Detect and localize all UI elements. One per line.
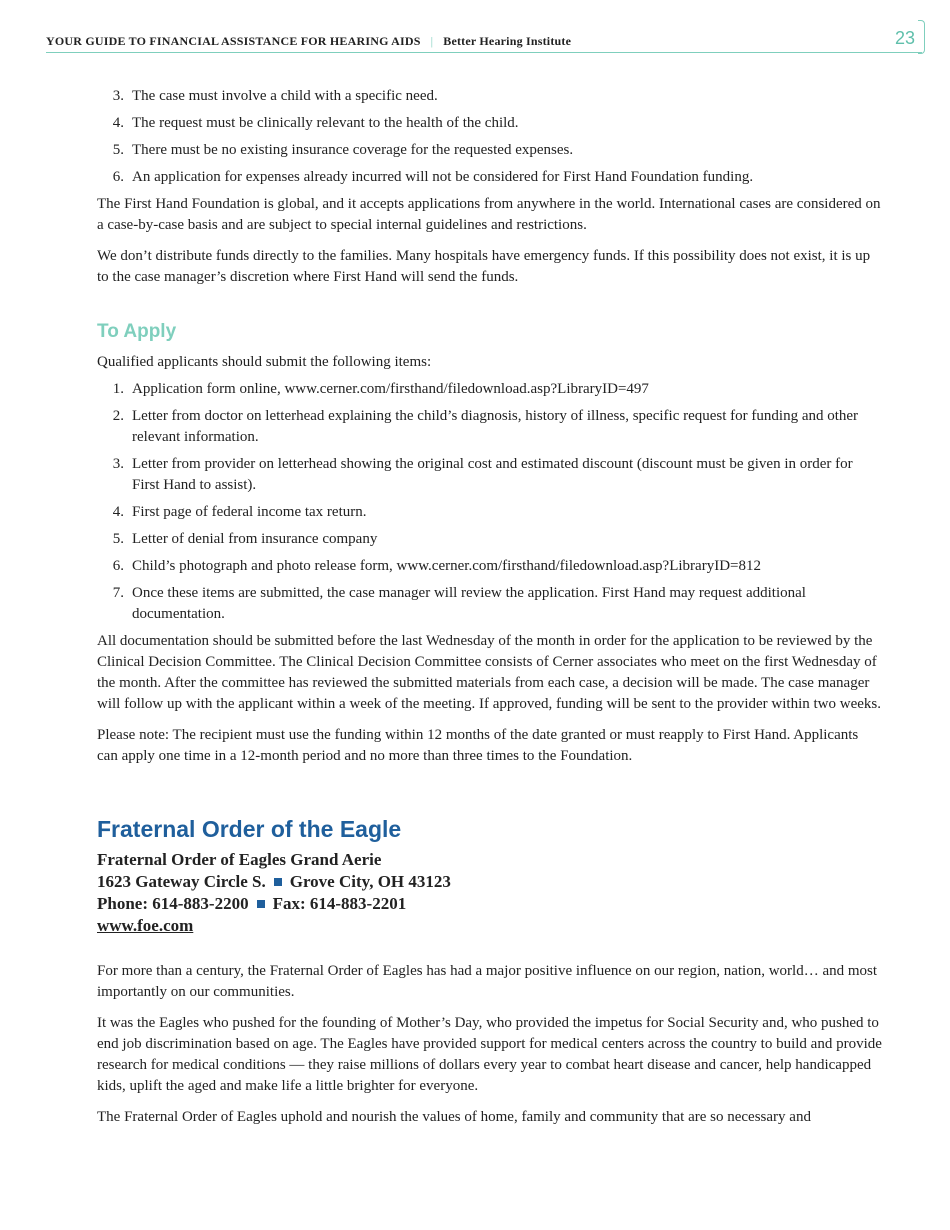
list-number: 5. (112, 142, 124, 158)
phone-number: Phone: 614-883-2200 (97, 894, 249, 913)
list-item (97, 379, 882, 400)
page-header (0, 0, 950, 60)
list-item (97, 583, 882, 625)
page-number-bracket (918, 20, 925, 54)
org-name: Fraternal Order of Eagles Grand Aerie (97, 850, 382, 869)
list-text: First page of federal income tax return. (132, 504, 367, 520)
guide-title: YOUR GUIDE TO FINANCIAL ASSISTANCE FOR HEARING AIDS (46, 34, 421, 48)
list-item (97, 556, 882, 577)
list-item (97, 113, 882, 134)
list-number: 4. (112, 115, 124, 131)
bullet-square-icon (257, 900, 265, 908)
list-text: An application for expenses already incurred will not be considered for First Hand Foundation funding. (132, 169, 754, 185)
list-text: The case must involve a child with a specific need. (132, 88, 438, 104)
contact-block (97, 849, 882, 937)
bullet-square-icon (274, 878, 282, 886)
section-heading-to-apply: To Apply (97, 321, 177, 342)
publisher-name: Better Hearing Institute (443, 34, 572, 48)
phone-line (97, 893, 882, 915)
fax-number: Fax: 614-883-2201 (272, 894, 407, 913)
paragraph-global: The First Hand Foundation is global, and it accepts applications from anywhere in the world. International cases are considered on a case-by-case basis and are subject to special internal guidelines and restrictions. (97, 196, 881, 233)
list-number: 6. (112, 169, 124, 185)
list-item (97, 140, 882, 161)
list-item (97, 502, 882, 523)
list-item (97, 406, 882, 448)
paragraph-funds: We don’t distribute funds directly to the families. Many hospitals have emergency funds. If this possibility does not exist, it is up to the case manager’s discretion where First Hand will send the funds. (97, 248, 871, 285)
list-text: Once these items are submitted, the case manager will review the application. First Hand may request additional documentation. (132, 585, 806, 622)
header-rule (46, 52, 922, 53)
list-text: Application form online, www.cerner.com/firsthand/filedownload.asp?LibraryID=497 (132, 381, 649, 397)
header-separator: | (430, 34, 434, 48)
list-number: 5. (112, 531, 124, 547)
list-number: 4. (112, 504, 124, 520)
paragraph-history: It was the Eagles who pushed for the founding of Mother’s Day, who provided the impetus for Social Security and, who pushed to end job discrimination based on age. The Eagles have provided support for medical centers across the country to build and provide research for medical conditions — they raise millions of dollars every year to combat heart disease and cancer, help handicapped kids, uplift the aged and make life a little brighter for everyone. (97, 1015, 882, 1094)
criteria-list (97, 86, 882, 188)
list-text: The request must be clinically relevant to the health of the child. (132, 115, 519, 131)
paragraph-century: For more than a century, the Fraternal Order of Eagles has had a major positive influence on our region, nation, world… and most importantly on our communities. (97, 963, 878, 1000)
list-number: 3. (112, 88, 124, 104)
page-number: 23 (895, 28, 916, 48)
list-number: 6. (112, 558, 124, 574)
page-content (97, 86, 882, 1138)
running-header (46, 34, 571, 49)
section-heading-eagles: Fraternal Order of the Eagle (97, 816, 402, 842)
list-text: Letter from provider on letterhead showing the original cost and estimated discount (discount must be given in order for First Hand to assist). (132, 456, 853, 493)
list-text: Letter of denial from insurance company (132, 531, 378, 547)
list-item (97, 86, 882, 107)
list-item (97, 454, 882, 496)
address-line (97, 871, 882, 893)
paragraph-note: Please note: The recipient must use the funding within 12 months of the date granted or must reapply to First Hand. Applicants can apply one time in a 12-month period and no more than three times to the Foundation. (97, 727, 859, 764)
list-number: 2. (112, 408, 124, 424)
paragraph-documentation: All documentation should be submitted before the last Wednesday of the month in order for the application to be reviewed by the Clinical Decision Committee. The Clinical Decision Committee consists of Cerner associates who meet on the first Wednesday of the month. After the committee has reviewed the submitted materials from each case, a decision will be made. The case manager will follow up with the applicant within a week of the meeting. If approved, funding will be sent to the provider within two weeks. (97, 633, 881, 712)
apply-intro: Qualified applicants should submit the following items: (97, 354, 432, 370)
list-item (97, 529, 882, 550)
list-text: There must be no existing insurance coverage for the requested expenses. (132, 142, 574, 158)
list-number: 3. (112, 456, 124, 472)
list-item (97, 167, 882, 188)
address-city: Grove City, OH 43123 (289, 872, 451, 891)
list-text: Child’s photograph and photo release form, www.cerner.com/firsthand/filedownload.asp?LibraryID=812 (132, 558, 761, 574)
list-number: 7. (112, 585, 124, 601)
list-text: Letter from doctor on letterhead explaining the child’s diagnosis, history of illness, specific request for funding and other relevant information. (132, 408, 859, 445)
apply-items-list (97, 379, 882, 625)
paragraph-values: The Fraternal Order of Eagles uphold and nourish the values of home, family and community that are so necessary and (97, 1109, 811, 1125)
list-number: 1. (112, 381, 124, 397)
address-street: 1623 Gateway Circle S. (97, 872, 266, 891)
website-link[interactable]: www.foe.com (97, 916, 194, 935)
